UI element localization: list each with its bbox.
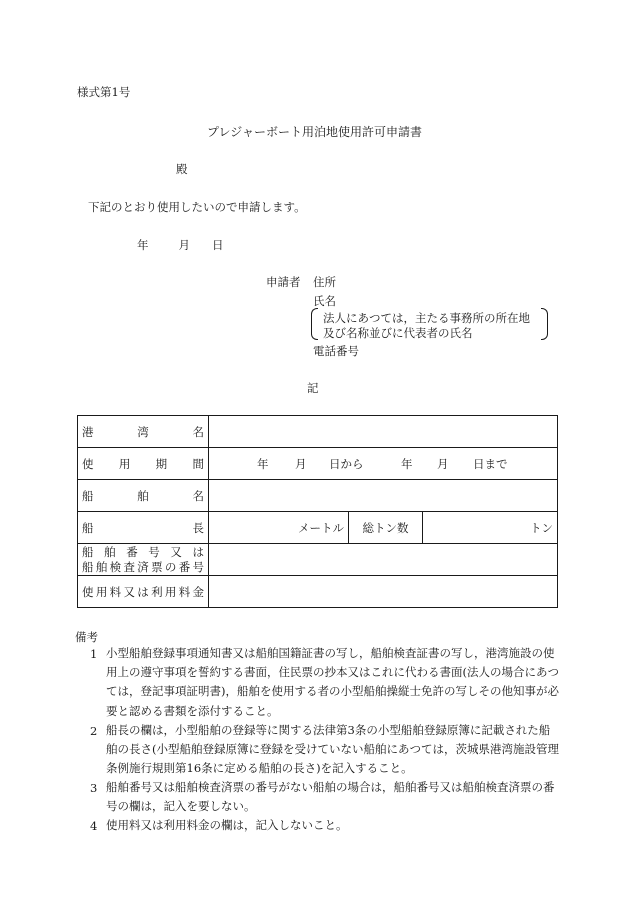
ship-length-label: 船 長: [78, 512, 209, 544]
applicant-name-label: 氏名: [313, 294, 336, 308]
applicant-phone-label: 電話番号: [313, 344, 359, 358]
ki-heading: 記: [307, 381, 319, 395]
remark-2-number: 2: [90, 724, 98, 738]
remark-4-text: 使用料又は利用料金の欄は，記入しないこと。: [106, 818, 348, 832]
row-ship-name: [78, 480, 558, 512]
period-label: 使 用 期 間: [78, 448, 209, 480]
ship-number-field[interactable]: [209, 544, 558, 576]
form-number: 様式第1号: [77, 85, 131, 99]
row-ship-number: [78, 544, 558, 576]
remark-2-text: 船長の欄は，小型船舶の登録等に関する法律第3条の小型船舶登録原簿に記載された船舶の長さ(小型船舶登録原簿に登録を受けていない船舶にあつては，茨城県港湾施設管理条例施行規則第16条に定める船舶の長さ)を記入すること。: [106, 723, 559, 776]
remark-1-text: 小型船舶登録事項通知書又は船舶国籍証書の写し，船舶検査証書の写し，港湾施設の使用上の遵守事項を誓約する書面，住民票の抄本又はこれに代わる書面(法人の場合にあつては，登記事項証明書)，船舶を使用する者の小型船舶操縦士免許の写しその他知事が必要と認める書類を添付すること。: [106, 646, 559, 718]
port-name-label: 港 湾 名: [78, 416, 209, 448]
row-fee: [78, 576, 558, 608]
remark-4-number: 4: [90, 819, 98, 833]
applicant-address-label: 住所: [313, 275, 336, 289]
fee-field[interactable]: [209, 576, 558, 608]
applicant-label: 申請者: [266, 275, 301, 289]
ton-unit: トン: [530, 520, 553, 535]
row-port: [78, 416, 558, 448]
length-unit: メートル: [298, 520, 344, 535]
date-year: 年: [137, 238, 149, 252]
document-title: プレジャーボート用泊地使用許可申請書: [207, 125, 422, 139]
remark-3-text: 船舶番号又は船舶検査済票の番号がない船舶の場合は，船舶番号又は船舶検査済票の番号の欄は，記入を要しない。: [106, 780, 555, 814]
row-length: [78, 512, 558, 544]
period-end-month: 月: [437, 456, 449, 471]
corporation-note-line2: 及び名称並びに代表者の氏名: [323, 326, 473, 340]
bracket-left: [311, 308, 318, 340]
date-day: 日: [212, 238, 224, 252]
application-date: [137, 237, 224, 253]
date-month: 月: [178, 238, 190, 252]
ship-number-label: 船 舶 番 号 又 は 船 舶 検 査 済 票 の 番 号: [78, 544, 209, 576]
row-period: [78, 448, 558, 480]
port-name-field[interactable]: [209, 416, 558, 448]
period-start-year: 年: [257, 456, 269, 471]
ship-length-field[interactable]: [209, 512, 349, 544]
intro-text: 下記のとおり使用したいので申請します。: [88, 200, 306, 214]
ship-name-field[interactable]: [209, 480, 558, 512]
period-end-day: 日まで: [473, 456, 508, 471]
tonnage-label: 総トン数: [349, 512, 423, 544]
period-end-year: 年: [401, 456, 413, 471]
tonnage-field[interactable]: [423, 512, 558, 544]
addressee-suffix: 殿: [176, 162, 188, 176]
remarks-title: 備考: [75, 630, 98, 644]
period-start-day: 日から: [329, 456, 364, 471]
ship-name-label: 船 舶 名: [78, 480, 209, 512]
period-start-month: 月: [295, 456, 307, 471]
remark-1-number: 1: [90, 647, 98, 661]
remark-3-number: 3: [90, 781, 98, 795]
bracket-right: [541, 308, 548, 340]
corporation-note-line1: 法人にあつては，主たる事務所の所在地: [323, 311, 530, 325]
period-field[interactable]: [209, 448, 558, 480]
fee-label: 使 用 料 又 は 利 用 料 金: [78, 576, 209, 608]
application-table: [77, 415, 558, 608]
